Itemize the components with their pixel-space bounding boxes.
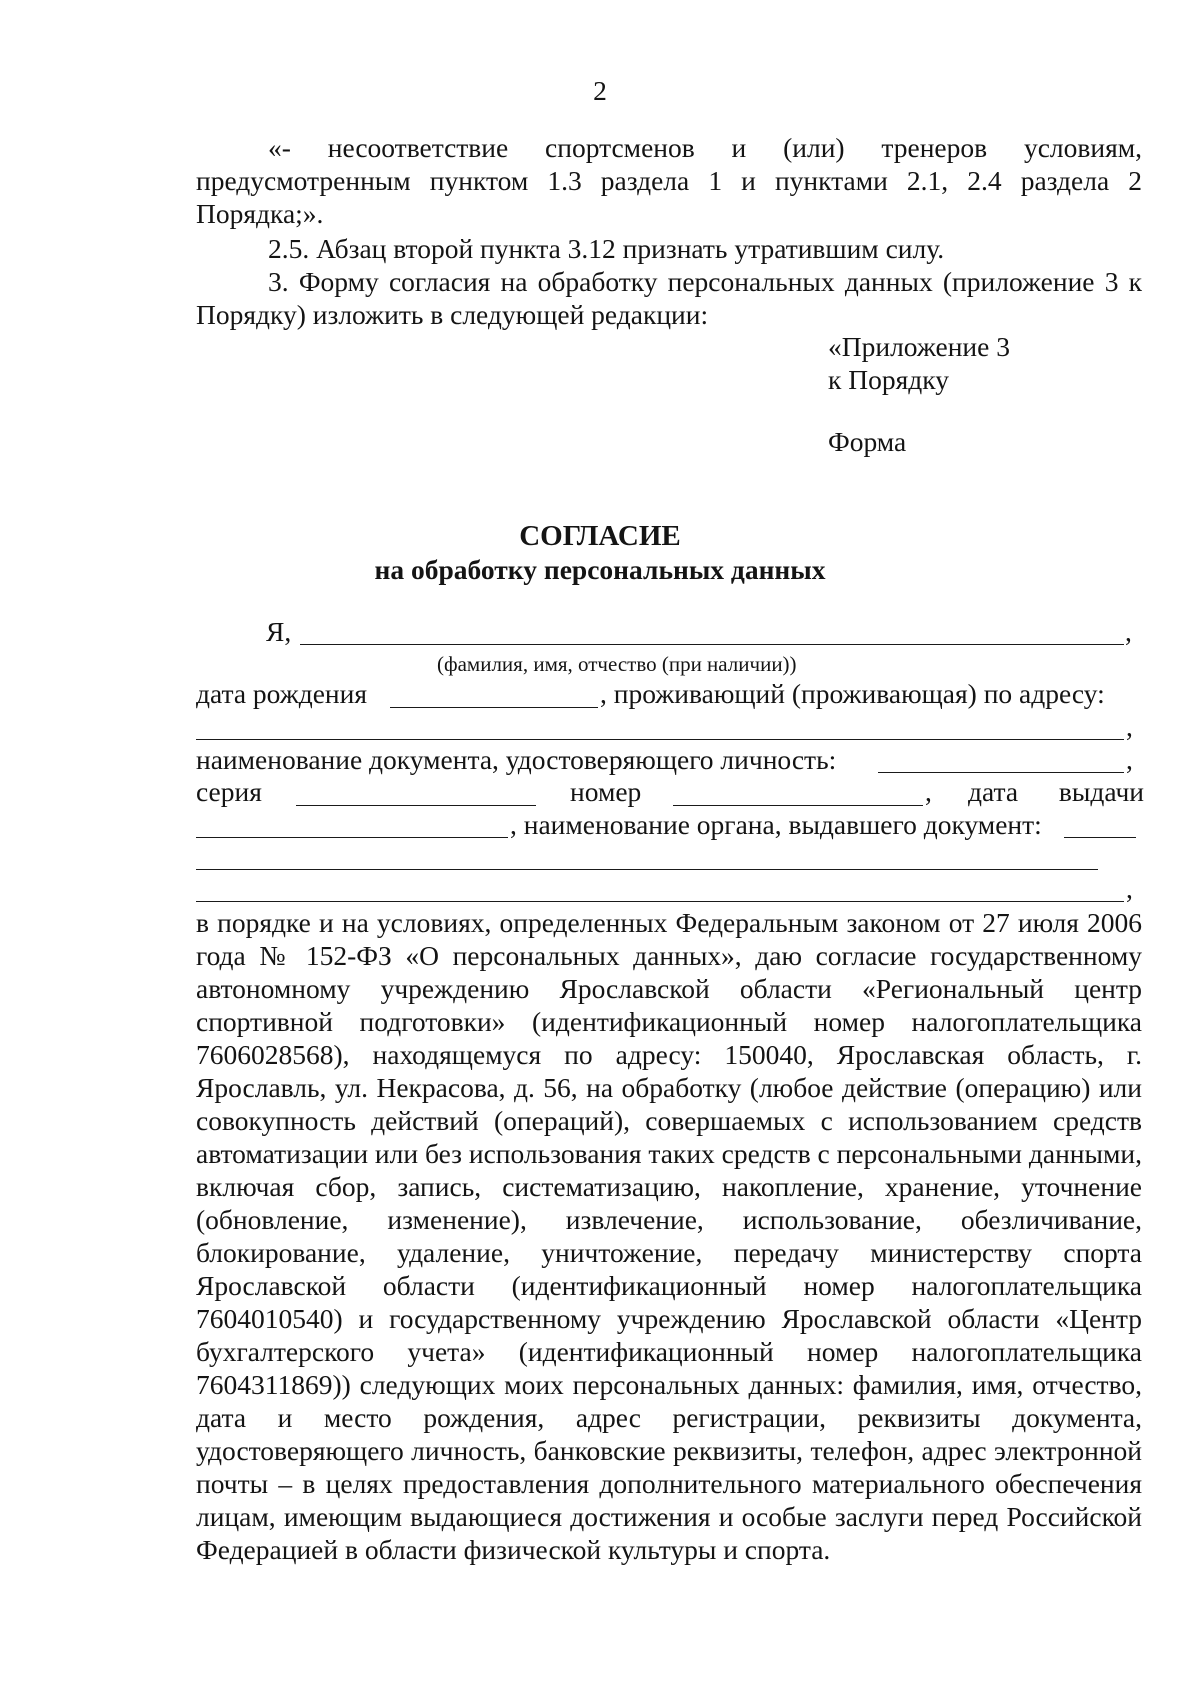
document-comma: , <box>1126 744 1133 775</box>
form-label: Форма <box>828 426 907 457</box>
fio-comma: , <box>1125 616 1132 647</box>
fio-underline <box>300 644 1124 645</box>
issuer-comma: , <box>1126 873 1133 904</box>
number-underline <box>673 805 923 806</box>
appendix-caption <box>828 330 1010 396</box>
issuer-underline-start <box>1064 837 1136 838</box>
page-number: 2 <box>593 75 607 106</box>
appendix-reference: к Порядку <box>828 364 949 395</box>
consent-body: в порядке и на условиях, определенных Федеральным законом от 27 июля 2006 года № 152-ФЗ «О персональных данных», даю согласие государственному автономному учреждению Ярославской области «Региональный центр спортивной подготовки» (идентификационный номер налогоплательщика 7606028568), находящемуся по адресу: 150040, Ярославская область, г. Ярославль, ул. Некрасова, д. 56, на обработку (любое действие (операцию) или совокупность действий (операций), совершаемых с использованием средств автоматизации или без использования таких средств с персональными данными, включая сбор, запись, систематизацию, накопление, хранение, уточнение (обновление, изменение), извлечение, использование, обезличивание, блокирование, удаление, уничтожение, передачу министерству спорта Ярославской области (идентификационный номер налогоплательщика 7604010540) и государственному учреждению Ярославской области «Центр бухгалтерского учета» (идентификационный номер налогоплательщика 7604311869)) следующих моих персональных данных: фамилия, имя, отчество, дата и место рождения, адрес регистрации, реквизиты документа, удостоверяющего личность, банковские реквизиты, телефон, адрес электронной почты – в целях предоставления дополнительного материального обеспечения лицам, имеющим выдающиеся достижения и особые заслуги перед Российской Федерацией в области физической культуры и спорта. <box>196 907 1142 1565</box>
appendix-number: «Приложение 3 <box>828 331 1010 362</box>
series-label: серия <box>196 776 262 807</box>
birth-date-underline <box>390 707 598 708</box>
birth-date-label: дата рождения <box>196 678 368 709</box>
consent-title: СОГЛАСИЕ <box>519 520 681 552</box>
issuer-underline <box>196 869 1098 870</box>
ya-label: Я, <box>266 616 292 647</box>
series-underline <box>296 805 536 806</box>
document-underline <box>878 772 1124 773</box>
address-underline <box>196 739 1124 740</box>
issue-date-underline <box>196 837 508 838</box>
issuer-underline-end <box>196 901 1124 902</box>
issuer-label: , наименование органа, выдавшего документ: <box>510 809 1042 840</box>
document-label: наименование документа, удостоверяющего личность: <box>196 744 837 775</box>
consent-subtitle: на обработку персональных данных <box>374 554 826 585</box>
number-label: номер <box>570 776 642 807</box>
address-label: , проживающий (проживающая) по адресу: <box>600 678 1105 709</box>
paragraph-3: 3. Форму согласия на обработку персональных данных (приложение 3 к Порядку) изложить в следующей редакции: <box>196 266 1142 330</box>
fio-hint: (фамилия, имя, отчество (при наличии)) <box>437 652 797 676</box>
paragraph-2-5: 2.5. Абзац второй пункта 3.12 признать утратившим силу. <box>268 233 945 264</box>
issue-date-label: дата выдачи <box>968 776 1144 807</box>
address-comma: , <box>1126 711 1133 742</box>
number-comma: , <box>925 776 932 807</box>
paragraph-mismatch: «- несоответствие спортсменов и (или) тренеров условиям, предусмотренным пунктом 1.3 раздела 1 и пунктами 2.1, 2.4 раздела 2 Порядка;». <box>196 132 1142 229</box>
